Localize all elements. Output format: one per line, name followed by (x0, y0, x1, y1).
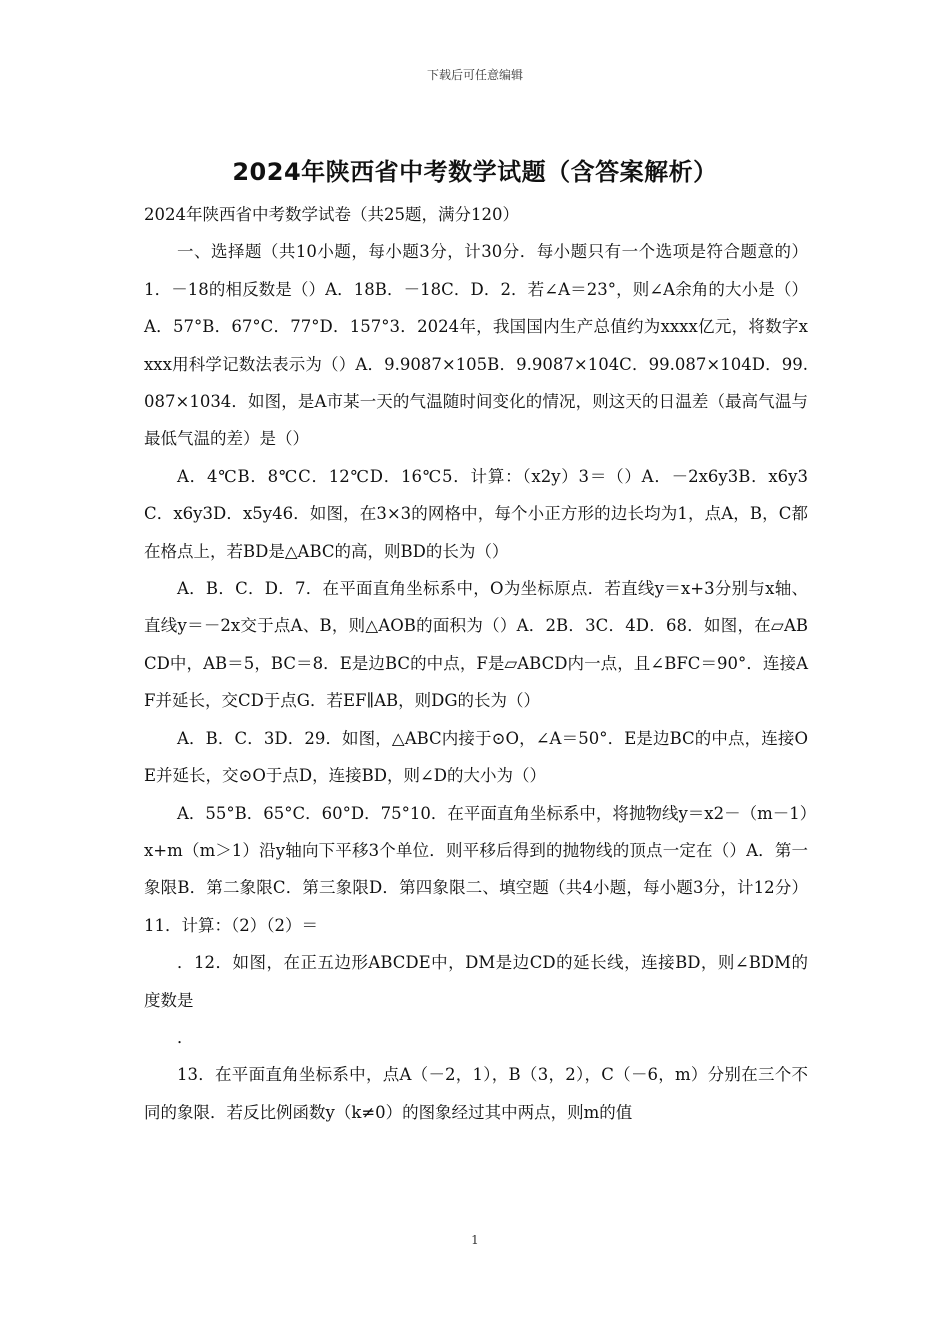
paragraph-blank: ． (177, 1027, 194, 1047)
paragraph-q13: 13．在平面直角坐标系中，点A（－2，1），B（3，2），C（－6，m）分别在三个不同的象限．若反比例函数y（k≠0）的图象经过其中两点，则m的值 (144, 1065, 808, 1122)
paragraph-q9-q11: A．55°B．65°C．60°D．75°10．在平面直角坐标系中，将抛物线y＝x2－（m－1）x+m（m＞1）沿y轴向下平移3个单位．则平移后得到的抛物线的顶点一定在（）A．第一象限B．第二象限C．第三象限D．第四象限二、填空题（共4小题，每小题3分，计12分）11．计算：（2）（2）＝ (144, 803, 808, 935)
page-number: 1 (471, 1233, 479, 1247)
page-header: 下载后可任意编辑 (426, 68, 523, 82)
document-body (144, 196, 808, 1131)
paragraph-q6-q8: A．B．C．D．7．在平面直角坐标系中，O为坐标原点．若直线y＝x+3分别与x轴、直线y＝－2x交于点A、B，则△AOB的面积为（）A．2B．3C．4D．68．如图，在▱ABCD中，AB＝5，BC＝8．E是边BC的中点，F是▱ABCD内一点，且∠BFC＝90°．连接AF并延长，交CD于点G．若EF∥AB，则DG的长为（） (144, 579, 808, 711)
exam-subtitle: 2024年陕西省中考数学试卷（共25题，满分120） (144, 205, 519, 224)
document-title: 2024年陕西省中考数学试题（含答案解析） (232, 158, 718, 186)
paragraph-section-1: 一、选择题（共10小题，每小题3分，计30分．每小题只有一个选项是符合题意的）1．－18的相反数是（）A．18B．－18C．D．2．若∠A＝23°，则∠A余角的大小是（）A．57°B．67°C．77°D．157°3．2024年，我国国内生产总值约为xxxx亿元，将数字xxxx用科学记数法表示为（）A．9.9087×105B．9.9087×104C．99.087×104D．99.087×1034．如图，是A市某一天的气温随时间变化的情况，则这天的日温差（最高气温与最低气温的差）是（） (144, 242, 808, 449)
paragraph-q12: ．12．如图，在正五边形ABCDE中，DM是边CD的延长线，连接BD，则∠BDM的度数是 (144, 953, 808, 1010)
paragraph-q4-q6: A．4℃B．8℃C．12℃D．16℃5．计算：（x2y）3＝（）A．－2x6y3B．x6y3C．x6y3D．x5y46．如图，在3×3的网格中，每个小正方形的边长均为1，点A，B，C都在格点上，若BD是△ABC的高，则BD的长为（） (144, 466, 808, 561)
paragraph-q8-q9: A．B．C．3D．29．如图，△ABC内接于⊙O，∠A＝50°．E是边BC的中点，连接OE并延长，交⊙O于点D，连接BD，则∠D的大小为（） (144, 728, 808, 786)
